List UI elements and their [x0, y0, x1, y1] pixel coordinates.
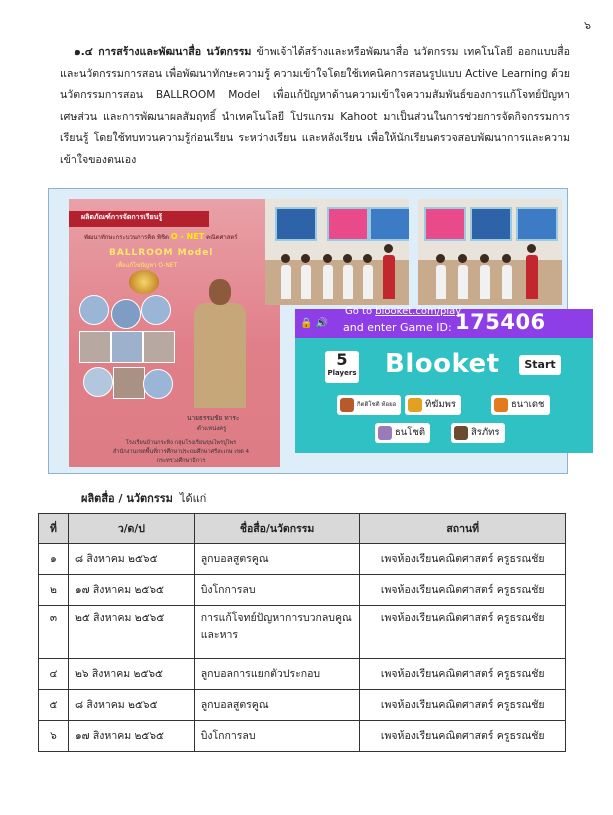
page-number: ๖	[584, 19, 591, 32]
blooket-logo: Blooket	[385, 349, 500, 379]
table-header-row	[39, 514, 566, 544]
blooket-start-button: Start	[519, 355, 561, 375]
player-chip-3: ธนาเดช	[491, 395, 550, 415]
col-header-no: ที่	[39, 514, 69, 544]
cell-media-name: บิงโกการลบ	[194, 575, 360, 606]
col-header-media-name: ชื่อสื่อ/นวัตกรรม	[194, 514, 360, 544]
poster-subtitle-post: คณิตศาสตร์	[206, 234, 238, 241]
media-list-heading	[81, 489, 206, 507]
table-row	[39, 659, 566, 690]
poster-photo-collage	[79, 295, 171, 403]
cell-no: ๒	[39, 575, 69, 606]
cell-media-name: ลูกบอลสูตรคูณ	[194, 690, 360, 721]
player-chip-5: สิรภัทร	[451, 423, 505, 443]
cell-place: เพจห้องเรียนคณิตศาสตร์ ครูธรณชัย	[360, 575, 566, 606]
poster-title-2: เพื่อแก้ไขปัญหา O-NET	[116, 262, 178, 269]
table-row	[39, 544, 566, 575]
cell-place: เพจห้องเรียนคณิตศาสตร์ ครูธรณชัย	[360, 690, 566, 721]
player-count-label: Players	[327, 369, 357, 377]
player-avatar-icon	[454, 426, 468, 440]
innovation-poster	[69, 199, 280, 467]
col-header-date: ว/ด/ป	[68, 514, 194, 544]
cell-media-name: ลูกบอลการแยกตัวประกอบ	[194, 659, 360, 690]
player-avatar-icon	[340, 398, 354, 412]
blooket-header-bar	[295, 306, 593, 338]
teacher-portrait	[189, 279, 249, 409]
player-avatar-icon	[378, 426, 392, 440]
cell-date: ๒๕ สิงหาคม ๒๕๖๕	[68, 606, 194, 659]
cell-no: ๑	[39, 544, 69, 575]
cell-media-name: บิงโกการลบ	[194, 721, 360, 752]
cell-no: ๓	[39, 606, 69, 659]
cell-place: เพจห้องเรียนคณิตศาสตร์ ครูธรณชัย	[360, 659, 566, 690]
media-panel	[48, 188, 568, 474]
media-list-suffix: ได้แก่	[179, 492, 207, 505]
poster-subtitle	[84, 232, 238, 242]
cell-date: ๒๖ สิงหาคม ๒๕๖๕	[68, 659, 194, 690]
cell-date: ๑๗ สิงหาคม ๒๕๖๕	[68, 721, 194, 752]
cell-date: ๑๗ สิงหาคม ๒๕๖๕	[68, 575, 194, 606]
player-count-number: 5	[336, 350, 348, 369]
cell-place: เพจห้องเรียนคณิตศาสตร์ ครูธรณชัย	[360, 544, 566, 575]
blooket-lobby-screenshot	[295, 306, 593, 453]
player-avatar-icon	[494, 398, 508, 412]
poster-teacher-position: ตำแหน่งครู	[197, 425, 227, 432]
poster-office: สำนักงานเขตพื้นที่การศึกษาประถมศึกษาศรีสะเกษ เขต 4	[112, 449, 250, 455]
blooket-go-to: Go to blooket.com/play	[345, 306, 462, 317]
section-paragraph	[60, 42, 570, 171]
classroom-photo-2	[418, 199, 562, 305]
cell-place: เพจห้องเรียนคณิตศาสตร์ ครูธรณชัย	[360, 721, 566, 752]
section-body: ข้าพเจ้าได้สร้างและหรือพัฒนาสื่อ นวัตกรรม เทคโนโลยี ออกแบบสื่อและนวัตกรรมการสอน เพื่อพัฒนาทักษะความรู้ ความเข้าใจโดยใช้เทคนิคการสอนรูปแบบ Active Learning ด้วยนวัตกรรมการสอน BALLROOM Model เพื่อแก้ปัญหาด้านความเข้าใจความสัมพันธ์ของการแก้โจทย์ปัญหาเศษส่วน และการพัฒนาผลสัมฤทธิ์ นำเทคโนโลยี โปรแกรม Kahoot มาเป็นส่วนในการช่วยการจัดกิจกรรมการเรียนรู้ โดยใช้ทบทวนความรู้ก่อนเรียน ระหว่างเรียน และหลังเรียน เพื่อให้นักเรียนตรวจสอบพัฒนาการและความเข้าใจของตนเอง	[60, 46, 570, 166]
classroom-photo-1	[265, 199, 409, 305]
cell-no: ๕	[39, 690, 69, 721]
player-avatar-icon	[408, 398, 422, 412]
section-heading: ๑.๔ การสร้างและพัฒนาสื่อ นวัตกรรม	[74, 46, 252, 58]
player-chip-2: ทิฆัมพร	[405, 395, 461, 415]
blooket-player-count	[325, 351, 359, 383]
poster-band-text: ผลิตภัณฑ์การจัดการเรียนรู้	[81, 213, 163, 221]
poster-ministry: กระทรวงศึกษาธิการ	[156, 458, 206, 464]
poster-onet: O - NET	[170, 232, 205, 241]
poster-title: BALLROOM Model	[109, 248, 214, 258]
poster-footer	[91, 439, 271, 466]
cell-media-name: การแก้โจทย์ปัญหาการบวกลบคูณและหาร	[194, 606, 360, 659]
poster-subtitle-pre: พัฒนาทักษะกระบวนการคิด พิชิต	[84, 234, 169, 241]
player-chip-4: ธนโชติ	[375, 423, 430, 443]
media-list-label: ผลิตสื่อ / นวัตกรรม	[81, 492, 173, 505]
poster-school: โรงเรียนบ้านกระทิง กลุ่มโรงเรียนขุนไพรปูไพร	[125, 440, 237, 446]
table-row	[39, 606, 566, 659]
cell-media-name: ลูกบอลสูตรคูณ	[194, 544, 360, 575]
table-row	[39, 721, 566, 752]
blooket-enter-text: and enter Game ID:	[343, 321, 452, 334]
blooket-game-id: 175406	[455, 310, 546, 334]
lock-and-sound-icon: 🔒 🔊	[300, 318, 329, 329]
cell-no: ๔	[39, 659, 69, 690]
poster-teacher-name: นายธรรมชัย ทาระ	[187, 414, 240, 422]
cell-date: ๘ สิงหาคม ๒๕๖๕	[68, 544, 194, 575]
cell-place: เพจห้องเรียนคณิตศาสตร์ ครูธรณชัย	[360, 606, 566, 659]
school-logo	[129, 270, 159, 294]
cell-date: ๘ สิงหาคม ๒๕๖๕	[68, 690, 194, 721]
player-chip-1: กิตติโชติ ท้อยอ	[337, 395, 401, 415]
media-table	[38, 513, 566, 752]
cell-no: ๖	[39, 721, 69, 752]
col-header-place: สถานที่	[360, 514, 566, 544]
table-row	[39, 575, 566, 606]
table-row	[39, 690, 566, 721]
